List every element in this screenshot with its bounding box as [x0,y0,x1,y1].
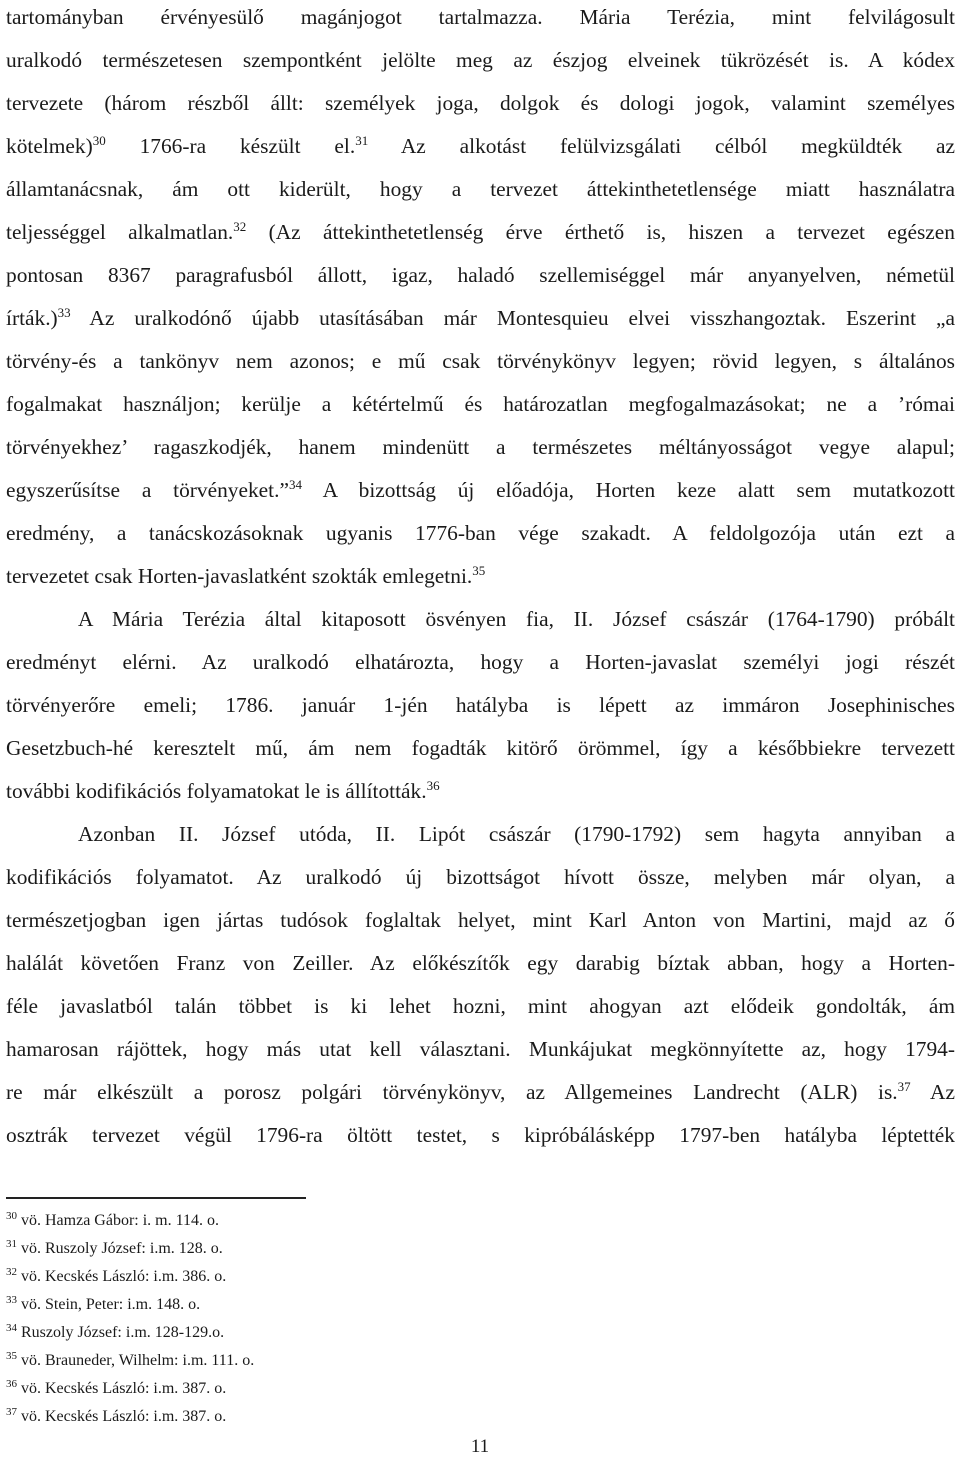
footnote-ref: 31 [355,133,369,148]
body-line: államtanácsnak, ám ott kiderült, hogy a tervezet áttekinthetetlensége miatt használatra [6,177,955,201]
footnote: $^{30}$ vö. Hamza Gábor: i. m. 114. o. [6,1210,220,1229]
body-line: pontosan 8367 paragrafusból állott, igaz, haladó szellemiséggel már anyanyelven, németül [6,263,955,287]
body-line: hamarosan rájöttek, hogy más utat kell választani. Munkájukat megkönnyítette az, hogy 1794- [6,1037,955,1061]
body-line: halálát követően Franz von Zeiller. Az előkészítők egy darabig bíztak abban, hogy a Horten- [6,951,955,975]
paragraph-first-line: Azonban II. József utóda, II. Lipót császár (1790-1792) sem hagyta annyiban a [78,822,955,846]
body-line: eredmény, a tanácskozásoknak ugyanis 1776-ban vége szakadt. A feldolgozója után ezt a [6,521,955,545]
footnote-ref: 33 [57,305,71,320]
body-line: természetjogban igen jártas tudósok foglaltak helyet, mint Karl Anton von Martini, majd az ő [6,908,955,932]
footnote-separator [6,1197,306,1199]
body-line: törvényekhez’ ragaszkodjék, hanem mindenütt a természetes méltányosságot vegye alapul; [6,435,955,459]
body-line: írták.)$^{33}$ Az uralkodónő újabb utasításában már Montesquieu elvei visszhangoztak. Eszerint „a [6,305,955,330]
footnote: $^{34}$ Ruszoly József: i.m. 128-129.o. [6,1322,225,1341]
footnote: $^{31}$ vö. Ruszoly József: i.m. 128. o. [6,1238,223,1257]
body-line: re már elkészült a porosz polgári törvénykönyv, az Allgemeines Landrecht (ALR) is.$^{37}$ Az [6,1079,955,1104]
footnote-ref: 34 [288,477,302,492]
body-line: eredményt elérni. Az uralkodó elhatározta, hogy a Horten-javaslat személyi jogi részét [6,650,955,674]
body-line: fogalmakat használjon; kerülje a kétértelmű és határozatlan megfogalmazásokat; ne a ’római [6,392,955,416]
body-line: teljességgel alkalmatlan.$^{32}$ (Az áttekinthetetlenség érve érthető is, hiszen a tervezet egészen [6,219,955,244]
footnote: $^{33}$ vö. Stein, Peter: i.m. 148. o. [6,1294,201,1313]
body-line: kodifikációs folyamatot. Az uralkodó új bizottságot hívott össze, melyben már olyan, a [6,865,955,889]
footnote: $^{35}$ vö. Brauneder, Wilhelm: i.m. 111. o. [6,1350,255,1369]
body-line: Gesetzbuch-hé keresztelt mű, ám nem fogadták kitörő örömmel, így a későbbiekre tervezett [6,736,955,760]
body-line: tartományban érvényesülő magánjogot tartalmazza. Mária Terézia, mint felvilágosult [6,5,955,29]
paragraph-first-line: A Mária Terézia által kitaposott ösvényen fia, II. József császár (1764-1790) próbált [78,607,955,631]
footnote-ref: 35 [472,563,486,578]
body-line: féle javaslatból talán többet is ki lehet hozni, mint ahogyan azt elődeik gondolták, ám [6,994,955,1018]
body-line: törvényerőre emeli; 1786. január 1-jén hatályba is lépett az immáron Josephinisches [6,693,955,717]
body-line: osztrák tervezet végül 1796-ra öltött testet, s kipróbálásképp 1797-ben hatályba léptették [6,1123,955,1147]
footnote-ref: 32 [233,219,247,234]
footnote-ref: 30 [92,133,106,148]
footnote-ref: 37 [897,1079,911,1094]
footnote-ref: 36 [426,778,440,793]
body-line: tervezetet csak Horten-javaslatként szokták emlegetni.$^{35}$ [6,563,486,588]
body-line: további kodifikációs folyamatokat le is állították.$^{36}$ [6,778,440,803]
footnote: $^{37}$ vö. Kecskés László: i.m. 387. o. [6,1406,227,1425]
body-line: uralkodó természetesen szempontként jelölte meg az észjog elveinek tükrözését is. A kódex [6,48,955,72]
page-number: 11 [470,1436,490,1457]
body-line: törvény-és a tankönyv nem azonos; e mű csak törvénykönyv legyen; rövid legyen, s általános [6,349,955,373]
body-line: tervezete (három részből állt: személyek joga, dolgok és dologi jogok, valamint személyes [6,91,955,115]
body-line: egyszerűsítse a törvényeket.”$^{34}$ A bizottság új előadója, Horten keze alatt sem mutatkozott [6,477,955,502]
body-line: kötelmek)$^{30}$ 1766-ra készült el.$^{31}$ Az alkotást felülvizsgálati célból megküldték az [6,133,955,158]
footnote: $^{32}$ vö. Kecskés László: i.m. 386. o. [6,1266,227,1285]
footnote: $^{36}$ vö. Kecskés László: i.m. 387. o. [6,1378,227,1397]
